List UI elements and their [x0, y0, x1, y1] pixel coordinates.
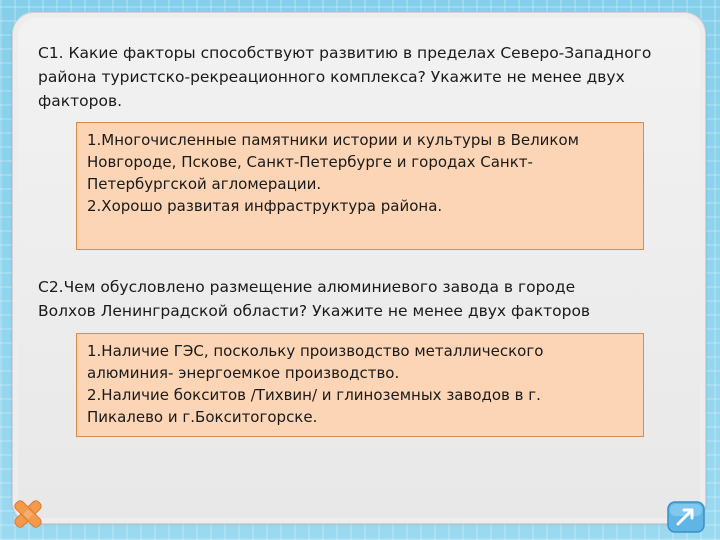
answer-box-c1: 1.Многочисленные памятники истории и культуры в Великом Новгороде, Пскове, Санкт-Петербурге и городах Санкт- Петербургской агломерации. 2.Хорошо развитая инфраструктура района. [76, 122, 644, 250]
close-x-icon [10, 496, 46, 532]
question-c2: С2.Чем обусловлено размещение алюминиевого завода в городе Волхов Ленинградской области? Укажите не менее двух факторов [38, 278, 591, 320]
next-arrow-icon [666, 498, 706, 534]
question-c1: С1. Какие факторы способствуют развитию в пределах Северо-Западного района туристско-рекреационного комплекса? Укажите не менее двух факторов. [38, 44, 652, 110]
answer-box-c2: 1.Наличие ГЭС, поскольку производство металлического алюминия- энергоемкое производство. 2.Наличие бокситов /Тихвин/ и глиноземных заводов в г. Пикалево и г.Бокситогорске. [76, 333, 644, 437]
prev-slide-button[interactable] [10, 496, 46, 532]
next-slide-button[interactable] [666, 498, 706, 534]
